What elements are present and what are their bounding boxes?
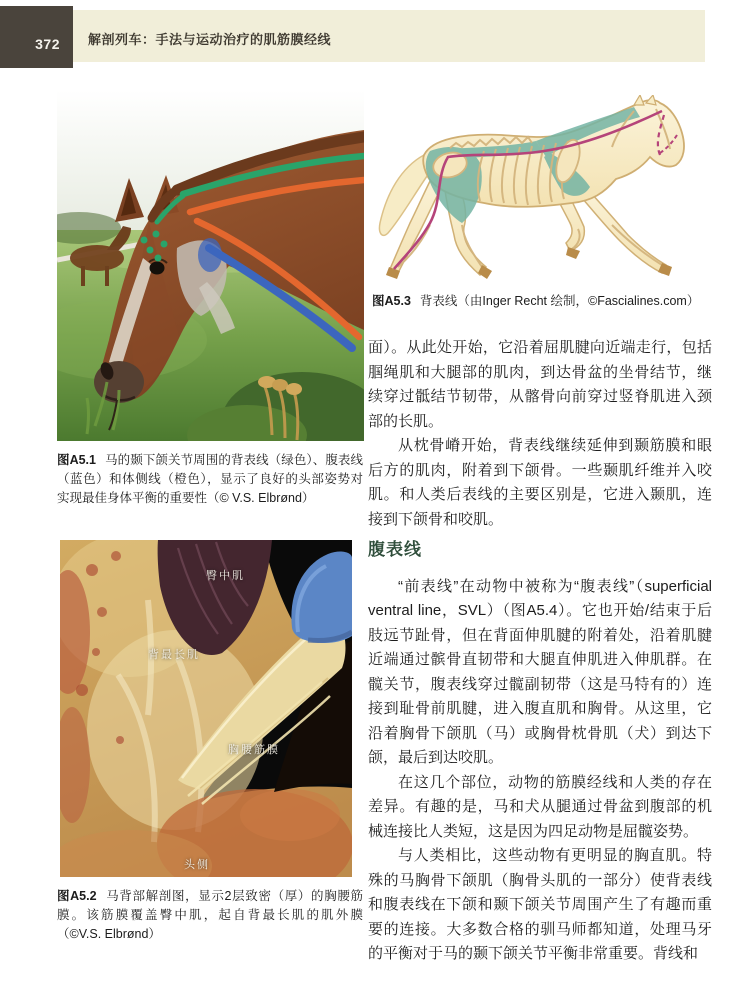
figure-a53-caption-text: 背表线（由Inger Recht 绘制，©Fascialines.com） (419, 294, 700, 308)
paragraph-2: 从枕骨嵴开始，背表线继续延伸到颞筋膜和眼后方的肌肉，附着到下颌骨。一些颞肌纤维并入咬肌。和人类后表线的主要区别是，它进入颞肌，连接到下颌骨和咬肌。 (368, 437, 712, 528)
figure-a51-photo (57, 90, 364, 441)
figure-a52-label: 图A5.2 (57, 889, 97, 903)
dissection-photo-illustration (60, 540, 352, 877)
horse-skeleton-drawing (372, 95, 730, 287)
paragraph-3: “前表线”在动物中被称为“腹表线”（superficial ventral line，SVL）（图A5.4）。它也开始/结束于后肢远节趾骨，但在背面伸肌腱的附着处，沿着肌腱近端通过髌骨直韧带和大腿直伸肌进入伸肌群。在髋关节，腹表线穿过髋副韧带（这是马特有的）连接到耻骨前肌腱，进入腹直肌和胸骨。从这里，它沿着胸骨下颌肌（马）或胸骨枕骨肌（犬）到达下颌，最后到达咬肌。 (368, 577, 712, 766)
paragraph-4: 在这几个部位，动物的筋膜经线和人类的存在差异。有趣的是，马和犬从腿通过骨盆到腹部的机械连接比人类短，这是因为四足动物是屈髋姿势。 (368, 773, 712, 840)
horse-head-photo-illustration (57, 90, 364, 441)
book-title: 解剖列车：手法与运动治疗的肌筋膜经线 (88, 31, 332, 47)
paragraph-5: 与人类相比，这些动物有更明显的胸直肌。特殊的马胸骨下颌肌（胸骨头肌的一部分）使背表线和腹表线在下颌和颞下颌关节周围产生了有趣而重要的连接。大多数合格的驯马师都知道，处理马牙的平衡对于马的颞下颌关节平衡非常重要。背线和 (368, 847, 712, 962)
section-heading-svl: 腹表线 (368, 540, 422, 559)
figure-a53-illustration (372, 95, 730, 287)
figure-a51-caption-text: 马的颞下颌关节周围的背表线（绿色）、腹表线（蓝色）和体侧线（橙色），显示了良好的头部姿势对实现最佳身体平衡的重要性（© V.S. Elbrønd） (57, 453, 363, 505)
figure-a53-label: 图A5.3 (372, 294, 411, 308)
figure-a52-caption (57, 887, 363, 944)
page-number-box (0, 6, 73, 68)
paragraph-1: 面）。从此处开始，它沿着屈肌腱向近端走行，包括腘绳肌和大腿部的肌肉，到达骨盆的坐骨结节，继续穿过骶结节韧带，从髂骨向前穿过竖脊肌进入颈部的长肌。 (368, 339, 712, 430)
figure-a52-photo (60, 540, 352, 877)
label-cranial: 头侧 (184, 859, 210, 871)
figure-a52-caption-text: 马背部解剖图，显示2层致密（厚）的胸腰筋膜。该筋膜覆盖臀中肌，起自背最长肌的肌外膜（©V.S. Elbrønd） (57, 889, 364, 941)
label-gluteus-medius: 臀中肌 (206, 570, 245, 582)
article-body (368, 336, 712, 967)
label-thoracolumbar-fascia: 胸腰筋膜 (228, 744, 280, 756)
figure-a51-caption (57, 451, 363, 508)
figure-a51-label: 图A5.1 (57, 453, 96, 467)
page-number: 372 (35, 36, 60, 52)
figure-a53-caption (372, 292, 728, 311)
header-band (73, 10, 705, 62)
label-longissimus-dorsi: 背最长肌 (148, 649, 200, 661)
